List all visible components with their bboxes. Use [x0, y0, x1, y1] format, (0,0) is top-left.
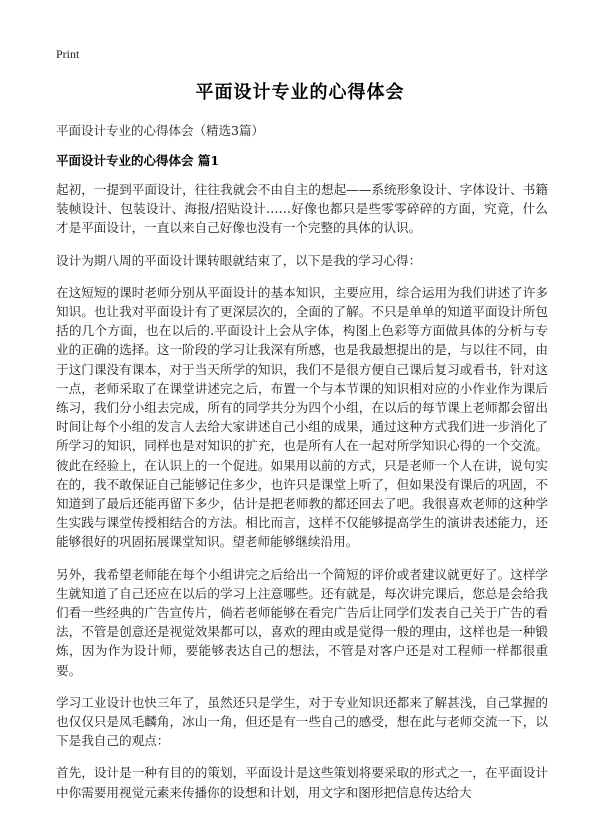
paragraph: 首先，设计是一种有目的的策划，平面设计是这些策划将要采取的形式之一，在平面设计中你需要用视觉元素来传播你的设想和计划，用文字和图形把信息传达给大	[56, 765, 548, 800]
paragraph: 起初，一提到平面设计，往往我就会不由自主的想起——系统形象设计、字体设计、书籍装帧设计、包装设计、海报/招贴设计……好像也都只是些零零碎碎的方面，究竟，什么才是平面设计，一直以来自己好像也没有一个完整的具体的认识。	[56, 182, 548, 236]
paragraph: 另外，我希望老师能在每个小组讲完之后给出一个简短的评价或者建议就更好了。这样学生就知道了自己还应在以后的学习上注意哪些。还有就是，每次讲完课后，您总是会给我们看一些经典的广告宣传片，倘若老师能够在看完广告后让同学们发表自己关于广告的看法，不管是创意还是视觉效果都可以，喜欢的理由或是觉得一般的理由，这样也是一种锻炼，因为作为设计师，要能够表达自己的想法，不管是对客户还是对工程师一样都很重要。	[56, 566, 548, 678]
paragraph: 设计为期八周的平面设计课转眼就结束了，以下是我的学习心得：	[56, 252, 422, 268]
print-link[interactable]: Print	[56, 47, 80, 61]
section-heading: 平面设计专业的心得体会 篇1	[56, 153, 220, 168]
document-subtitle: 平面设计专业的心得体会（精选3篇）	[56, 123, 264, 138]
paragraph: 在这短短的课时老师分别从平面设计的基本知识，主要应用，综合运用为我们讲述了许多知识。也让我对平面设计有了更深层次的，全面的了解。不只是单单的知道平面设计所包括的几个方面，也在以后的.平面设计上会从字体，构图上色彩等方面做具体的分析与专业的正确的选择。这一阶段的学习让我深有所感，也是我最想提出的是，与以往不同，由于这门课没有课本，对于当天所学的知识，我们不是很方便自己课后复习或看书，针对这一点，老师采取了在课堂讲述完之后，布置一个与本节课的知识相对应的小作业作为课后练习，我们分小组去完成，所有的同学共分为四个小组，在以后的每节课上老师都会留出时间让每个小组的发言人去给大家讲述自己小组的成果，通过这种方式我们进一步消化了所学习的知识，同样也是对知识的扩充，也是所有人在一起对所学知识心得的一个交流。彼此在经验上，在认识上的一个促进。如果用以前的方式，只是老师一个人在讲，说句实在的，我不敢保证自己能够记住多少，也许只是课堂上听了，但如果没有课后的巩固，不知道到了最后还能再留下多少，估计是把老师教的都还回去了吧。我很喜欢老师的这种学生实践与课堂传授相结合的方法。相比而言，这样不仅能够提高学生的演讲表述能力，还能够很好的巩固拓展课堂知识。望老师能够继续沿用。	[56, 284, 548, 550]
article-body	[56, 180, 548, 815]
paragraph: 学习工业设计也快三年了，虽然还只是学生，对于专业知识还都来了解甚浅，自己掌握的也仅仅只是凤毛麟角，冰山一角，但还是有一些自己的感受，想在此与老师交流一下，以下是我自己的观点：	[56, 694, 548, 749]
page-title: 平面设计专业的心得体会	[195, 82, 405, 103]
